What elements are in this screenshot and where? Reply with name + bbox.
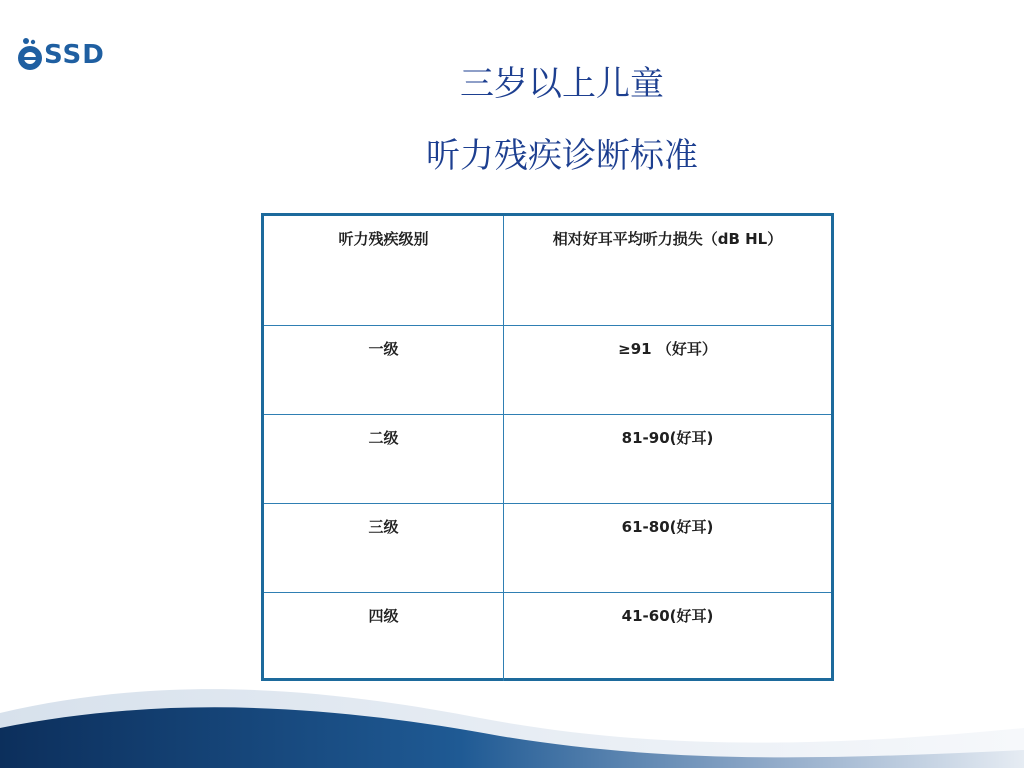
- header-cell-hearing-loss: 相对好耳平均听力损失（dB HL）: [504, 216, 832, 325]
- hearing-disability-table: [261, 213, 834, 681]
- table: [264, 216, 831, 681]
- header-cell-level: 听力残疾级别: [264, 216, 504, 325]
- cell-level: 三级: [264, 503, 504, 592]
- table-row: [264, 414, 831, 503]
- cell-level: 一级: [264, 325, 504, 414]
- table-row: [264, 325, 831, 414]
- decorative-wave: [0, 658, 1024, 768]
- page-title-line2: 听力残疾诊断标准: [426, 136, 698, 176]
- cell-level: 四级: [264, 592, 504, 681]
- cell-hearing-loss: 61-80(好耳): [504, 503, 832, 592]
- cell-hearing-loss: ≥91 （好耳）: [504, 325, 832, 414]
- cell-hearing-loss: 41-60(好耳): [621, 606, 714, 625]
- page-title-line1: 三岁以上儿童: [460, 64, 664, 104]
- cell-hearing-loss: 81-90(好耳): [504, 414, 832, 503]
- cell-level: 二级: [264, 414, 504, 503]
- table-header-row: [264, 216, 831, 325]
- logo-text: SSD: [44, 40, 105, 70]
- table-row: [264, 503, 831, 592]
